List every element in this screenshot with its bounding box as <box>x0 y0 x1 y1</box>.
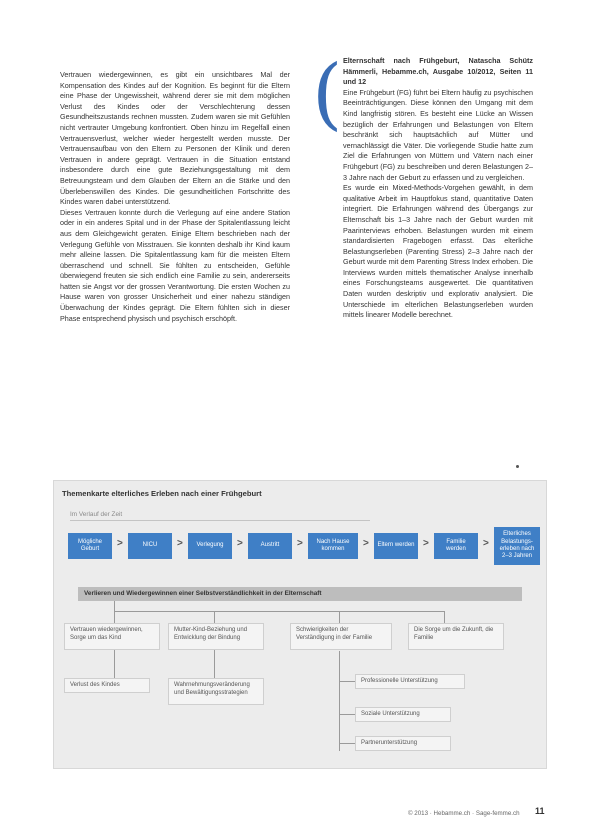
step-box: Eltern werden <box>374 533 418 559</box>
theme-band: Verlieren und Wiedergewinnen einer Selbstverständlichkeit in der Elternschaft <box>78 587 522 601</box>
page-number: 11 <box>535 806 545 816</box>
chevron-right-icon: > <box>117 538 123 549</box>
connector-line <box>339 681 355 682</box>
theme-box: Schwierigkeiten der Verständigung in der Familie <box>290 623 392 650</box>
paragraph: Es wurde ein Mixed-Methods-Vorgehen gewählt, in dem qualitative Arbeit im Hauptfokus stand, quantitative Daten integriert. Die Erfahrungen während des Übergangs zur Elternschaft bis 1–3 Jahre nach der Geburt wurden mit Paarinterviews erhoben. Belastungen wurden mit einem standardisierten Fragebogen erfasst. Das elterliche Belastungserleben (Parenting Stress) 2–3 Jahre nach der Geburt wurde mit dem Parenting Stress Index erhoben. Die Interviews wurden mittels thematischer Analyse innerhalb eines Forschungsteams ausgewertet. Die quantitativen Daten wurden deskriptiv und explorativ analysiert. Die Unterschiede im elterlichen Belastungserleben wurden mittels linearer Modelle berechnet. <box>343 183 533 320</box>
theme-box: Mutter-Kind-Beziehung und Entwicklung der Bindung <box>168 623 264 650</box>
connector-line <box>114 611 444 612</box>
paragraph: Vertrauen wiedergewinnen, es gibt ein unsichtbares Mal der Kompensation des Kindes auf der Kognition. Es beginnt für die Eltern eine Phase der Ungewissheit, während derer sie mit dem möglichen Verlust des Kindes oder der Verschlechterung dessen Gesundheitszustands rechnen mussten. Zudem waren sie mit Gefühlen nicht vertrauter Umgebung konfrontiert. Oben hinzu im Regelfall einen Vertrauensverlust, welcher wieder hergestellt werden musste. Der Vertrauensaufbau von den Eltern zu Personen der Klinik und deren Vertrauen in andere geprägt. Vertrauen in die Situation entstand insbesondere durch eine gute Beziehungsgestaltung mit dem Betreuungsteam und dem Glauben der Eltern an die Stärke und den Überlebenswillen des Kindes. Die gesundheitlichen Fortschritte des Kindes waren dabei unterstützend. <box>60 70 290 207</box>
connector-line <box>214 611 215 623</box>
connector-line <box>214 649 215 679</box>
body-column-left <box>60 70 290 324</box>
chevron-right-icon: > <box>363 538 369 549</box>
figure-subtitle: Im Verlauf der Zeit <box>70 511 370 521</box>
step-box: Familie werden <box>434 533 478 559</box>
step-box: Elterliches Belastungs-erleben nach 2–3 Jahren <box>494 527 540 565</box>
chevron-right-icon: > <box>237 538 243 549</box>
connector-line <box>339 611 340 623</box>
step-box: Austritt <box>248 533 292 559</box>
connector-line <box>114 601 115 623</box>
connector-line <box>444 611 445 623</box>
theme-box: Vertrauen wiedergewinnen, Sorge um das Kind <box>64 623 160 650</box>
connector-line <box>339 651 340 751</box>
chevron-right-icon: > <box>423 538 429 549</box>
source-bracket: ( <box>312 49 343 139</box>
connector-line <box>114 649 115 679</box>
step-box: Verlegung <box>188 533 232 559</box>
figure-title: Themenkarte elterliches Erleben nach einer Frühgeburt <box>62 489 262 498</box>
chevron-right-icon: > <box>177 538 183 549</box>
chevron-right-icon: > <box>297 538 303 549</box>
body-column-right <box>343 56 533 321</box>
step-box: Mögliche Geburt <box>68 533 112 559</box>
paragraph: Dieses Vertrauen konnte durch die Verlegung auf eine andere Station oder in ein anderes Spital und in der Phase der Spitalentlassung leicht aus dem Gleichgewicht geraten. Einige Eltern beschrieben nach der Verlegung Gefühle von Misstrauen. Sie konnten deshalb ihr Kind kaum mehr alleine lassen. Die Spitalentlassung kam für die meisten Eltern überraschend und schnell. Sie fühlten zu entscheiden, Gefühle überwiegend freuten sie sich endlich eine Familie zu sein, andererseits hatten sie Angst vor der grossen Verantwortung. Die ersten Wochen zu Hause waren von grosser Unsicherheit und einer nahezu ständigen Überwachung der Kindes geprägt. Die Eltern fühlten sich in dieser Phase entsprechend physisch und psychisch erschöpft. <box>60 207 290 323</box>
theme-box: Wahrnehmungsveränderung und Bewältigungsstrategien <box>168 678 264 705</box>
step-box: Nach Hause kommen <box>308 533 358 559</box>
source-heading: Elternschaft nach Frühgeburt, Natascha Schütz Hämmerli, Hebamme.ch, Ausgabe 10/2012, Seiten 11 und 12 <box>343 56 533 87</box>
figure-theme-map <box>53 480 547 769</box>
theme-box: Partnerunterstützung <box>355 736 451 751</box>
paragraph: Eine Frühgeburt (FG) führt bei Eltern häufig zu psychischen Beeinträchtigungen. Diese können den Umgang mit dem Kind langfristig stören. Es besteht eine Lücke an Wissen bezüglich der Erfahrungen und Belastungen von Eltern beschränkt sich hauptsächlich auf Mütter und vernachlässigt die Väter. Die vorliegende Studie hatte zum Ziel die Erfahrungen von Müttern und Vätern nach einer Frühgeburt (FG) zu beschreiben und deren Belastungen 2–3 Jahre nach der Geburt zu erfassen und zu vergleichen. <box>343 87 533 182</box>
theme-box: Soziale Unterstützung <box>355 707 451 722</box>
step-box: NICU <box>128 533 172 559</box>
theme-box: Professionelle Unterstützung <box>355 674 465 689</box>
decorative-dot <box>516 465 519 468</box>
footer-text: © 2013 · Hebamme.ch · Sage-femme.ch <box>408 810 520 817</box>
connector-line <box>339 714 355 715</box>
theme-box: Die Sorge um die Zukunft, die Familie <box>408 623 504 650</box>
chevron-right-icon: > <box>483 538 489 549</box>
connector-line <box>339 743 355 744</box>
theme-box: Verlust des Kindes <box>64 678 150 693</box>
